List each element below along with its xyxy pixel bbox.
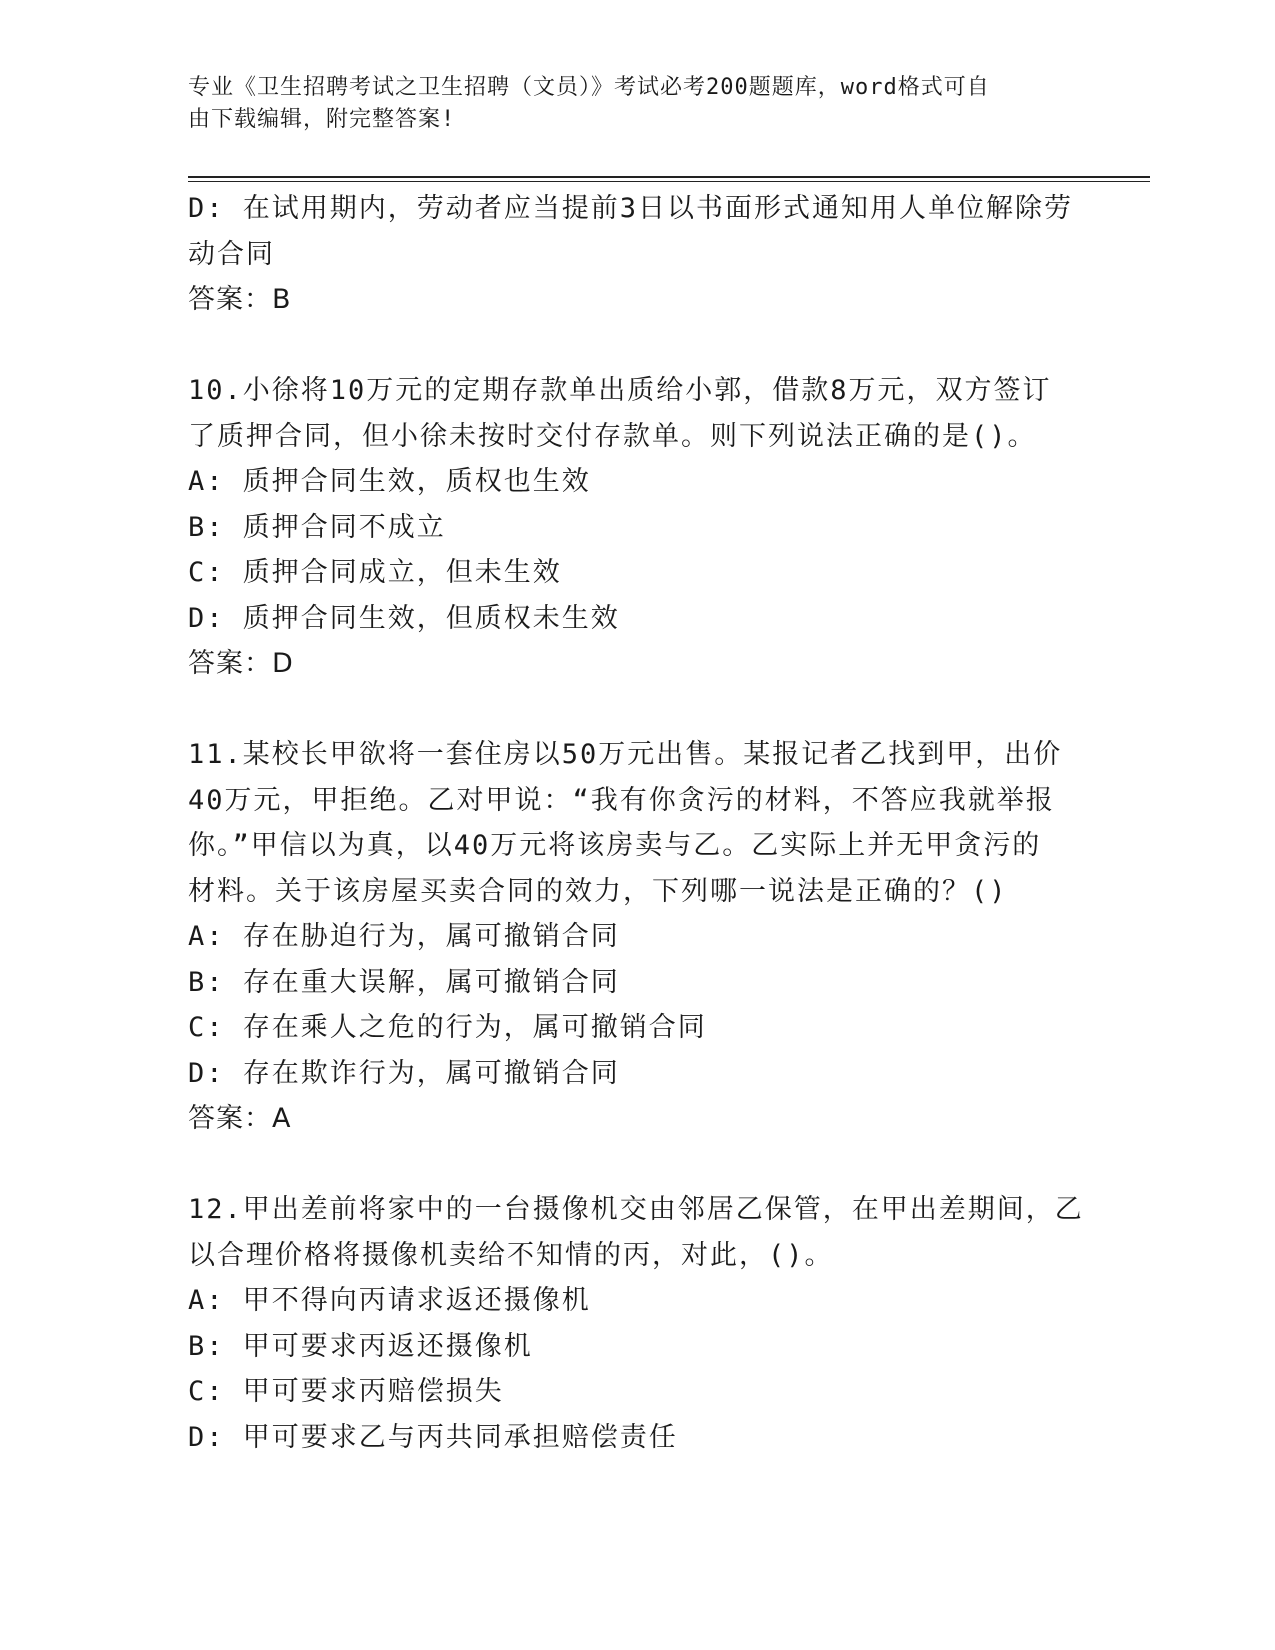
option-b: B: 质押合同不成立 [188,511,446,543]
question-stem-line-3: 你。”甲信以为真，以40万元将该房卖与乙。乙实际上并无甲贪污的 [188,830,1042,861]
question-spacer [188,687,1108,733]
option-d-line-2: 动合同 [188,238,275,270]
question-stem-line-4: 材料。关于该房屋买卖合同的效力，下列哪一说法是正确的？() [188,875,1008,907]
question-stem-line-2: 了质押合同，但小徐未按时交付存款单。则下列说法正确的是()。 [188,420,1037,452]
option-c: C: 质押合同成立，但未生效 [188,557,562,588]
answer-label: 答案：D [188,648,294,679]
question-12 [188,1187,1108,1460]
option-a: A: 质押合同生效，质权也生效 [188,466,591,497]
option-d: D: 存在欺诈行为，属可撤销合同 [188,1057,620,1089]
question-stem-line-1: 11.某校长甲欲将一套住房以50万元出售。某报记者乙找到甲，出价 [188,739,1063,770]
option-b: B: 甲可要求丙返还摄像机 [188,1330,533,1362]
option-a: A: 存在胁迫行为，属可撤销合同 [188,921,620,952]
question-spacer [188,1142,1108,1188]
option-c: C: 存在乘人之危的行为，属可撤销合同 [188,1012,707,1043]
question-spacer [188,323,1108,369]
question-list [188,186,1108,1460]
question-stem-line-2: 40万元，甲拒绝。乙对甲说：“我有你贪污的材料，不答应我就举报 [188,784,1055,816]
question-stem-line-1: 10.小徐将10万元的定期存款单出质给小郭，借款8万元，双方签订 [188,375,1052,406]
option-d: D: 质押合同生效，但质权未生效 [188,602,620,634]
question-stem-line-1: 12.甲出差前将家中的一台摄像机交由邻居乙保管，在甲出差期间，乙 [188,1194,1084,1225]
answer-label: 答案：A [188,1103,292,1134]
page-header [188,72,1068,136]
question-11 [188,732,1108,1142]
header-line-2: 由下载编辑，附完整答案! [188,107,456,132]
option-b: B: 存在重大误解，属可撤销合同 [188,966,620,998]
option-d: D: 甲可要求乙与丙共同承担赔偿责任 [188,1421,678,1453]
option-d-line-1: D: 在试用期内，劳动者应当提前3日以书面形式通知用人单位解除劳 [188,193,1074,224]
option-a: A: 甲不得向丙请求返还摄像机 [188,1285,591,1316]
header-line-1: 专业《卫生招聘考试之卫生招聘（文员）》考试必考200题题库，word格式可自 [188,75,990,100]
question-9-continued [188,186,1108,323]
header-divider-thick [188,176,1150,178]
option-c: C: 甲可要求丙赔偿损失 [188,1376,504,1407]
answer-label: 答案：B [188,284,292,315]
header-divider-thin [188,181,1150,182]
question-stem-line-2: 以合理价格将摄像机卖给不知情的丙，对此，()。 [188,1239,834,1271]
question-10 [188,368,1108,687]
